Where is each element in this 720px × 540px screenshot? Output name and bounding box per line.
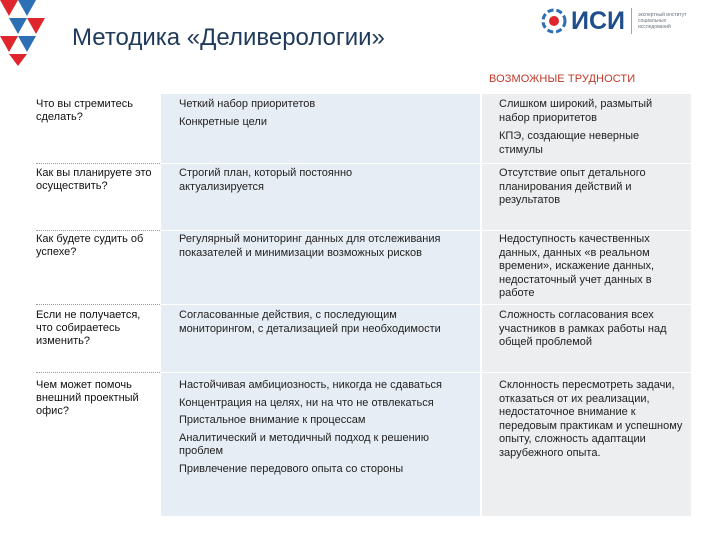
row-divider: [161, 304, 480, 305]
difficulty-item: Недоступность качественных данных, данных «в реальном времени», искажение данных, недостаточный учет данных в работе: [499, 233, 655, 299]
brand-divider: [631, 8, 632, 34]
approach-item: Настойчивая амбициозность, никогда не сдаваться: [179, 379, 443, 391]
row-approach: [179, 98, 469, 133]
row-approach: [179, 233, 451, 264]
difficulty-item: Сложность согласования всех участников в рамках работы над общей проблемой: [499, 309, 667, 348]
row-approach: [179, 379, 475, 480]
row-difficulties: [499, 309, 685, 355]
approach-item: Аналитический и методичный подход к решению проблем: [179, 431, 430, 457]
approach-item: Привлечение передового опыта со стороны: [179, 462, 404, 475]
approach-item: Пристальное внимание к процессам: [179, 414, 366, 426]
approach-item: Согласованные действия, с последующим мониторингом, с детализацией при необходимости: [179, 309, 441, 335]
difficulty-item: Слишком широкий, размытый набор приоритетов: [499, 98, 653, 124]
difficulty-item: Отсутствие опыт детального планирования действий и результатов: [499, 167, 646, 206]
row-divider: [161, 372, 480, 373]
row-question: Чем может помочь внешний проектный офис?: [36, 379, 139, 417]
row-question: Как вы планируете это осуществить?: [36, 167, 152, 192]
brand-name: ИСИ: [571, 6, 625, 35]
row-divider: [482, 372, 691, 373]
approach-item: Строгий план, который постоянно актуализируется: [179, 167, 353, 193]
difficulty-item: Склонность пересмотреть задачи, отказаться от их реализации, недостаточное внимание к передовым практикам и успешному опыту, сложность адаптации зарубежного опыта.: [499, 379, 683, 459]
triangles-logo-icon: [0, 0, 56, 66]
row-divider: [161, 163, 480, 164]
brand-subtitle: экспертный институт социальных исследований: [638, 12, 687, 30]
brand-logo: [541, 6, 700, 36]
row-divider: [482, 163, 691, 164]
approach-item: Конкретные цели: [179, 115, 267, 128]
row-divider: [482, 230, 691, 231]
question-divider: [36, 372, 160, 373]
row-difficulties: [499, 98, 685, 162]
approach-item: Регулярный мониторинг данных для отслеживания показателей и минимизации возможных рисков: [179, 233, 441, 259]
approach-item: Концентрация на целях, ни на что не отвлекаться: [179, 396, 434, 409]
question-divider: [36, 304, 160, 305]
row-approach: [179, 309, 451, 340]
row-question: Как будете судить об успехе?: [36, 233, 144, 258]
question-divider: [36, 230, 160, 231]
approach-item: Четкий набор приоритетов: [179, 98, 316, 110]
globe-icon: [541, 8, 567, 34]
row-question: Что вы стремитесь сделать?: [36, 98, 133, 123]
page-title: Методика «Деливерологии»: [72, 24, 385, 51]
row-difficulties: [499, 379, 685, 465]
difficulty-item: КПЭ, создающие неверные стимулы: [499, 130, 640, 156]
row-question: Если не получается, что собираетесь изменить?: [36, 309, 141, 347]
column-header-difficulties: ВОЗМОЖНЫЕ ТРУДНОСТИ: [489, 73, 636, 85]
question-divider: [36, 163, 160, 164]
row-divider: [161, 230, 480, 231]
row-difficulties: [499, 167, 685, 213]
row-difficulties: [499, 233, 685, 306]
row-approach: [179, 167, 439, 198]
